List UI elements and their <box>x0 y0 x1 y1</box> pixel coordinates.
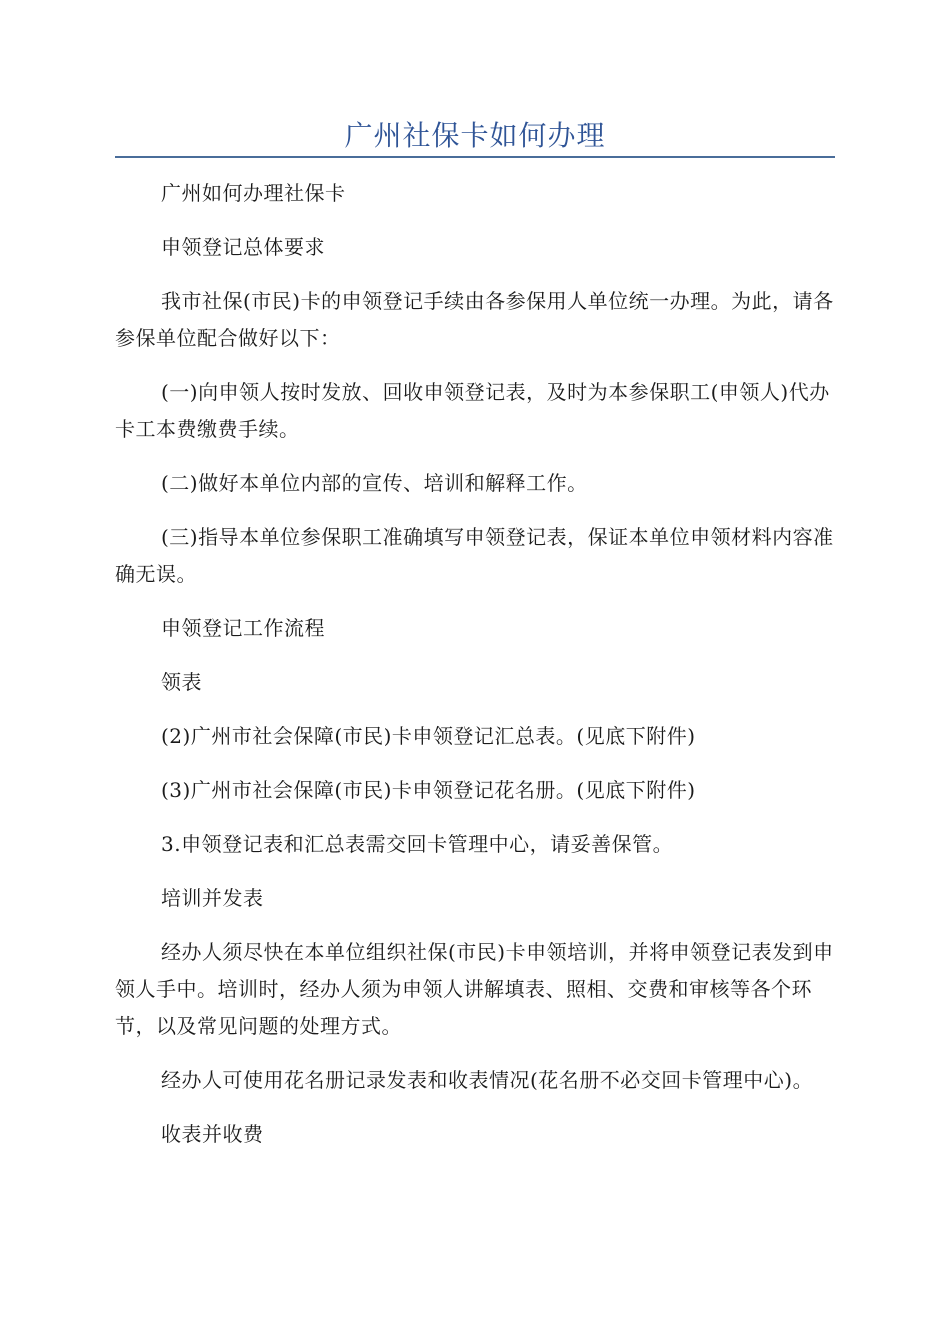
subsection-heading: 培训并发表 <box>161 886 264 910</box>
section-heading: 申领登记工作流程 <box>161 616 325 640</box>
subsection-heading: 领表 <box>161 670 202 694</box>
document-title: 广州社保卡如何办理 <box>344 119 606 152</box>
list-item: (三)指导本单位参保职工准确填写申领登记表，保证本单位申领材料内容准确无误。 <box>115 525 834 586</box>
title-block <box>115 112 835 158</box>
list-item: (3)广州市社会保障(市民)卡申领登记花名册。(见底下附件) <box>161 778 696 802</box>
section-heading: 申领登记总体要求 <box>161 235 325 259</box>
list-item: 3.申领登记表和汇总表需交回卡管理中心，请妥善保管。 <box>161 832 674 856</box>
list-item: (一)向申领人按时发放、回收申领登记表，及时为本参保职工(申领人)代办卡工本费缴费手续。 <box>115 380 830 441</box>
list-item: (二)做好本单位内部的宣传、培训和解释工作。 <box>161 471 588 495</box>
paragraph: 我市社保(市民)卡的申领登记手续由各参保用人单位统一办理。为此，请各参保单位配合做好以下： <box>115 289 834 350</box>
paragraph: 广州如何办理社保卡 <box>161 181 346 205</box>
subsection-heading: 收表并收费 <box>161 1122 264 1146</box>
paragraph: 经办人须尽快在本单位组织社保(市民)卡申领培训，并将申领登记表发到申领人手中。培训时，经办人须为申领人讲解填表、照相、交费和审核等各个环节，以及常见问题的处理方式。 <box>115 940 834 1038</box>
list-item: (2)广州市社会保障(市民)卡申领登记汇总表。(见底下附件) <box>161 724 696 748</box>
document-body <box>115 175 835 1170</box>
paragraph: 经办人可使用花名册记录发表和收表情况(花名册不必交回卡管理中心)。 <box>161 1068 814 1092</box>
